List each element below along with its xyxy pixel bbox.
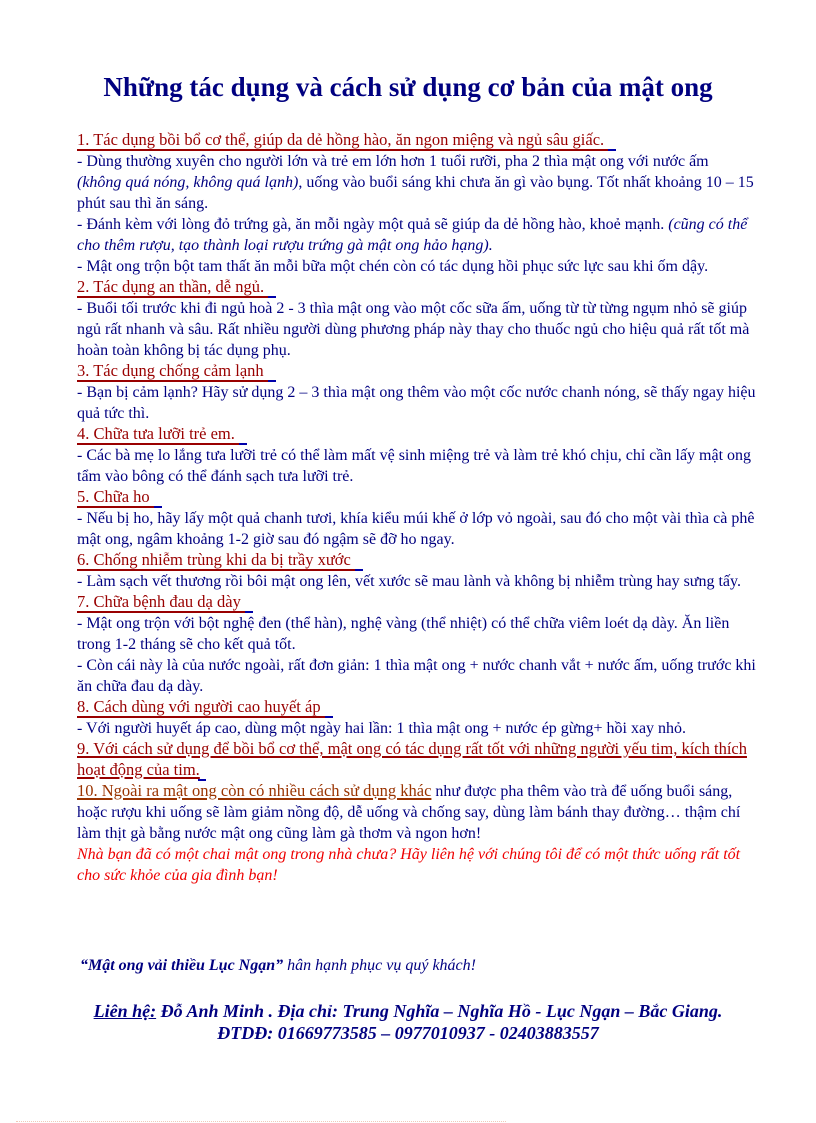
section-7 (77, 592, 757, 697)
section-heading: 4. Chữa tưa lưỡi trẻ em. (77, 424, 241, 445)
paragraph: - Với người huyết áp cao, dùng một ngày hai lần: 1 thìa mật ong + nước ép gừng+ hồi xay nhỏ. (77, 720, 687, 737)
contact-address: Đỗ Anh Minh . Địa chỉ: Trung Nghĩa – Nghĩa Hồ - Lục Ngạn – Bắc Giang. (156, 1001, 723, 1021)
contact-line-1 (0, 1000, 816, 1022)
paragraph: - Làm sạch vết thương rồi bôi mật ong lên, vết xước sẽ mau lành và không bị nhiễm trùng hay sưng tấy. (77, 573, 741, 590)
paragraph-text: , uống vào buổi sáng khi chưa ăn gì vào bụng. Tốt nhất khoảng 10 – 15 phút sau thì ăn sáng. (77, 174, 754, 212)
paragraph-italic: (không quá nóng, không quá lạnh) (77, 174, 299, 191)
slogan (80, 957, 476, 975)
section-10 (77, 781, 757, 844)
promo-text: Nhà bạn đã có một chai mật ong trong nhà chưa? Hãy liên hệ với chúng tôi để có một thức uống rất tốt cho sức khỏe của gia đình bạn! (77, 846, 741, 884)
section-3 (77, 361, 757, 424)
brand-name: “Mật ong vải thiều Lục Ngạn” (80, 957, 284, 974)
paragraph-italic: (cũng có thể cho thêm rượu, tạo thành loại rượu trứng gà mật ong hảo hạng). (77, 216, 748, 254)
paragraph (77, 151, 757, 214)
paragraph: - Các bà mẹ lo lắng tưa lưỡi trẻ có thể làm mất vệ sinh miệng trẻ và làm trẻ khó chịu, chỉ cần lấy mật ong tẩm vào bông có thể đánh sạch tưa lưỡi trẻ. (77, 447, 752, 485)
paragraph: - Mật ong trộn bột tam thất ăn mỗi bữa một chén còn có tác dụng hồi phục sức lực sau khi ốm dậy. (77, 258, 709, 275)
paragraph: - Nếu bị ho, hãy lấy một quả chanh tươi, khía kiểu múi khế ở lớp vỏ ngoài, sau đó cho một vài thìa cà phê mật ong, ngâm khoảng 1-2 giờ sau đó ngậm sẽ đỡ ho ngay. (77, 510, 755, 548)
section-heading: 6. Chống nhiễm trùng khi da bị trầy xước (77, 550, 357, 571)
section-heading: 10. Ngoài ra mật ong còn có nhiều cách sử dụng khác (77, 781, 432, 800)
section-heading: 9. Với cách sử dụng để bồi bổ cơ thể, mật ong có tác dụng rất tốt với những người yếu tim, kích thích hoạt động của tim. (77, 739, 747, 779)
section-4 (77, 424, 757, 487)
document-body (77, 130, 757, 886)
section-heading: 1. Tác dụng bồi bổ cơ thể, giúp da dẻ hồng hào, ăn ngon miệng và ngủ sâu giấc. (77, 130, 610, 151)
section-6 (77, 550, 757, 592)
paragraph: - Buổi tối trước khi đi ngủ hoà 2 - 3 thìa mật ong vào một cốc sữa ấm, uống từ từ từng ngụm nhỏ sẽ giúp ngủ rất nhanh và sâu. Rất nhiều người dùng phương pháp này thay cho thuốc ngủ cho hiệu quả rất tốt mà hoàn toàn không bị tác dụng phụ. (77, 300, 750, 359)
contact-phones: ĐTDĐ: 01669773585 – 0977010937 - 02403883557 (217, 1023, 599, 1043)
paragraph: - Mật ong trộn với bột nghệ đen (thể hàn), nghệ vàng (thể nhiệt) có thể chữa viêm loét dạ dày. Ăn liền trong 1-2 tháng sẽ cho kết quả tốt. (77, 615, 730, 653)
section-9 (77, 739, 757, 781)
paragraph-text: - Dùng thường xuyên cho người lớn và trẻ em lớn hơn 1 tuổi rưỡi, pha 2 thìa mật ong với nước ấm (77, 153, 709, 170)
section-heading: 2. Tác dụng an thần, dễ ngủ. (77, 277, 270, 298)
paragraph: - Còn cái này là của nước ngoài, rất đơn giản: 1 thìa mật ong + nước chanh vắt + nước ấm, uống trước khi ăn chữa đau dạ dày. (77, 657, 756, 695)
page-title: Những tác dụng và cách sử dụng cơ bản của mật ong (103, 72, 713, 102)
section-heading: 7. Chữa bệnh đau dạ dày (77, 592, 247, 613)
section-1 (77, 130, 757, 277)
contact-label: Liên hệ: (93, 1001, 157, 1021)
slogan-text: hân hạnh phục vụ quý khách! (283, 957, 476, 974)
paragraph-text: - Đánh kèm với lòng đỏ trứng gà, ăn mỗi ngày một quả sẽ giúp da dẻ hồng hào, khoẻ mạnh. (77, 216, 669, 233)
section-5 (77, 487, 757, 550)
section-2 (77, 277, 757, 361)
paragraph-text: như được pha thêm vào trà để uống buổi sáng, hoặc rượu khi uống sẽ làm giảm nồng độ, dễ uống và chống say, dùng làm bánh thay đường… thậm chí làm thịt gà bằng nước mật ong cũng làm gà thơm và ngon hơn! (77, 783, 741, 842)
paragraph (77, 214, 757, 256)
paragraph: - Bạn bị cảm lạnh? Hãy sử dụng 2 – 3 thìa mật ong thêm vào một cốc nước chanh nóng, sẽ thấy ngay hiệu quả tức thì. (77, 384, 756, 422)
contact-block (0, 1000, 816, 1044)
section-heading: 5. Chữa ho (77, 487, 156, 508)
section-8 (77, 697, 757, 739)
section-heading: 3. Tác dụng chống cảm lạnh (77, 361, 270, 382)
section-heading: 8. Cách dùng với người cao huyết áp (77, 697, 327, 718)
